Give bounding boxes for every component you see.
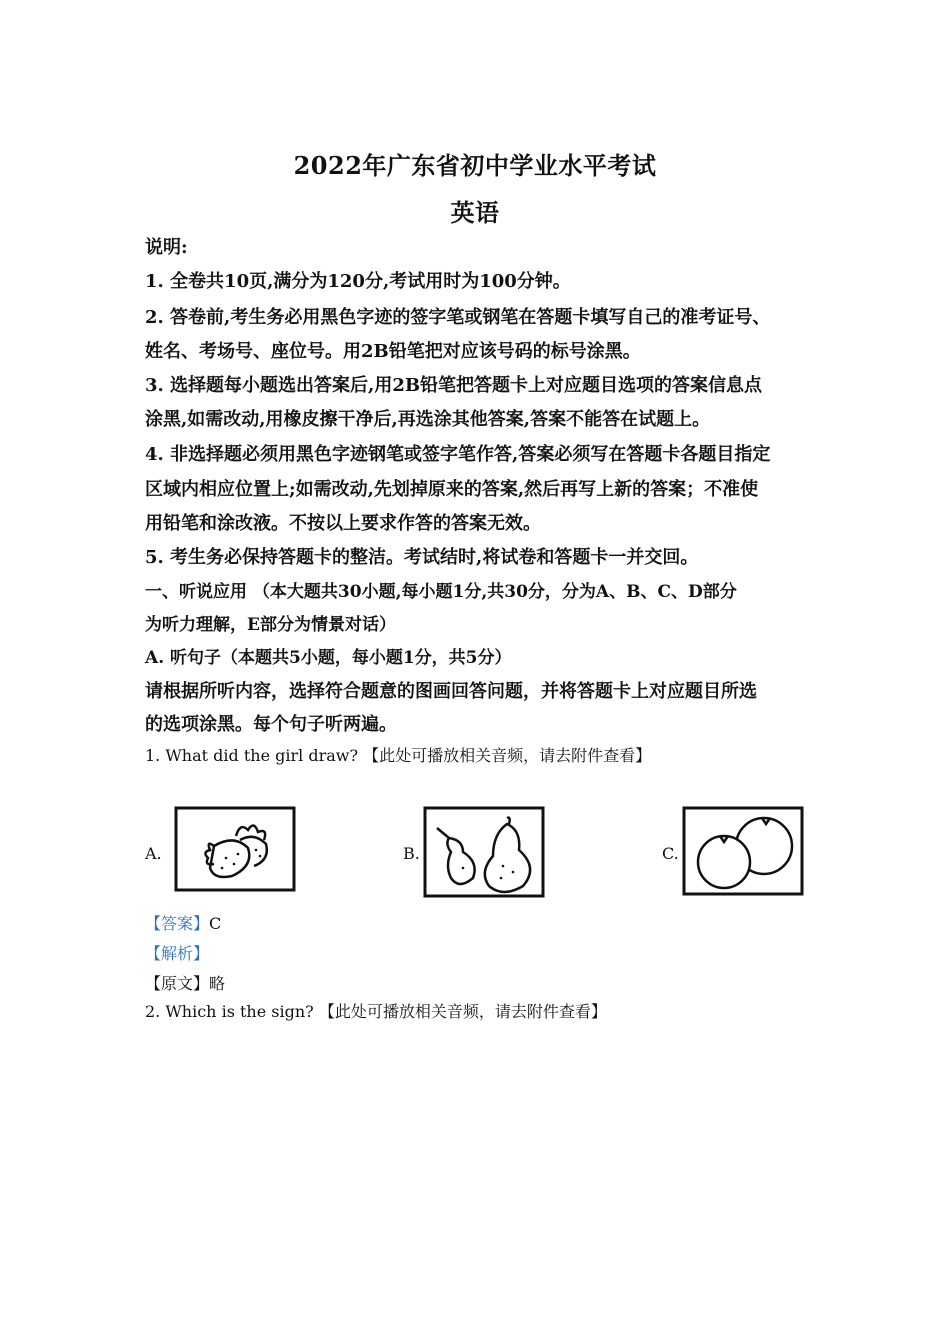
section-heading-cont: 为听力理解，E部分为情景对话） bbox=[145, 615, 396, 635]
instruction-line: 姓名、考场号、座位号。用2B铅笔把对应该号码的标号涂黑。 bbox=[145, 341, 641, 362]
instruction-line: 涂黑,如需改动,用橡皮擦干净后,再选涂其他答案,答案不能答在试题上。 bbox=[145, 409, 711, 430]
answer-line bbox=[145, 912, 221, 936]
instruction-line: 3. 选择题每小题选出答案后,用2B铅笔把答题卡上对应题目选项的答案信息点 bbox=[145, 375, 763, 396]
instruction-line: 5. 考生务必保持答题卡的整洁。考试结时,将试卷和答题卡一并交回。 bbox=[145, 547, 699, 568]
exam-title: 2022年广东省初中学业水平考试 bbox=[293, 151, 657, 180]
instruction-line: 2. 答卷前,考生务必用黑色字迹的签字笔或钢笔在答题卡填写自己的准考证号、 bbox=[145, 307, 771, 328]
option-a-label: A. bbox=[145, 844, 162, 863]
part-a-heading: A. 听句子（本题共5小题，每小题1分，共5分） bbox=[145, 648, 512, 668]
option-b-label: B. bbox=[403, 844, 420, 863]
apple-icon bbox=[682, 806, 804, 896]
instruction-line: 4. 非选择题必须用黑色字迹钢笔或签字笔作答,答案必须写在答题卡各题目指定 bbox=[145, 444, 771, 465]
instruction-line: 区域内相应位置上;如需改动,先划掉原来的答案,然后再写上新的答案；不准使 bbox=[145, 479, 759, 500]
instructions-heading: 说明: bbox=[145, 237, 188, 258]
section-heading: 一、听说应用 （本大题共30小题,每小题1分,共30分，分为A、B、C、D部分 bbox=[145, 582, 737, 602]
part-a-directions: 请根据所听内容，选择符合题意的图画回答问题，并将答题卡上对应题目所选 bbox=[145, 681, 757, 702]
instruction-line: 用铅笔和涂改液。不按以上要求作答的答案无效。 bbox=[145, 513, 541, 534]
answer-tag: 【答案】 bbox=[145, 914, 210, 933]
question-2: 2. Which is the sign? 【此处可播放相关音频，请去附件查看】 bbox=[145, 1002, 607, 1021]
question-1: 1. What did the girl draw? 【此处可播放相关音频，请去附件查看】 bbox=[145, 746, 652, 765]
original-value: 略 bbox=[209, 974, 226, 993]
subject-title: 英语 bbox=[450, 198, 500, 227]
part-a-directions-cont: 的选项涂黑。每个句子听两遍。 bbox=[145, 714, 397, 735]
instruction-line: 1. 全卷共10页,满分为120分,考试用时为100分钟。 bbox=[145, 271, 571, 292]
original-line bbox=[145, 972, 225, 996]
pear-icon bbox=[423, 806, 545, 898]
original-tag: 【原文】 bbox=[145, 974, 210, 993]
strawberry-icon bbox=[174, 806, 296, 892]
analysis-tag: 【解析】 bbox=[145, 944, 210, 963]
option-c-label: C. bbox=[662, 844, 679, 863]
answer-value: C bbox=[209, 914, 222, 933]
